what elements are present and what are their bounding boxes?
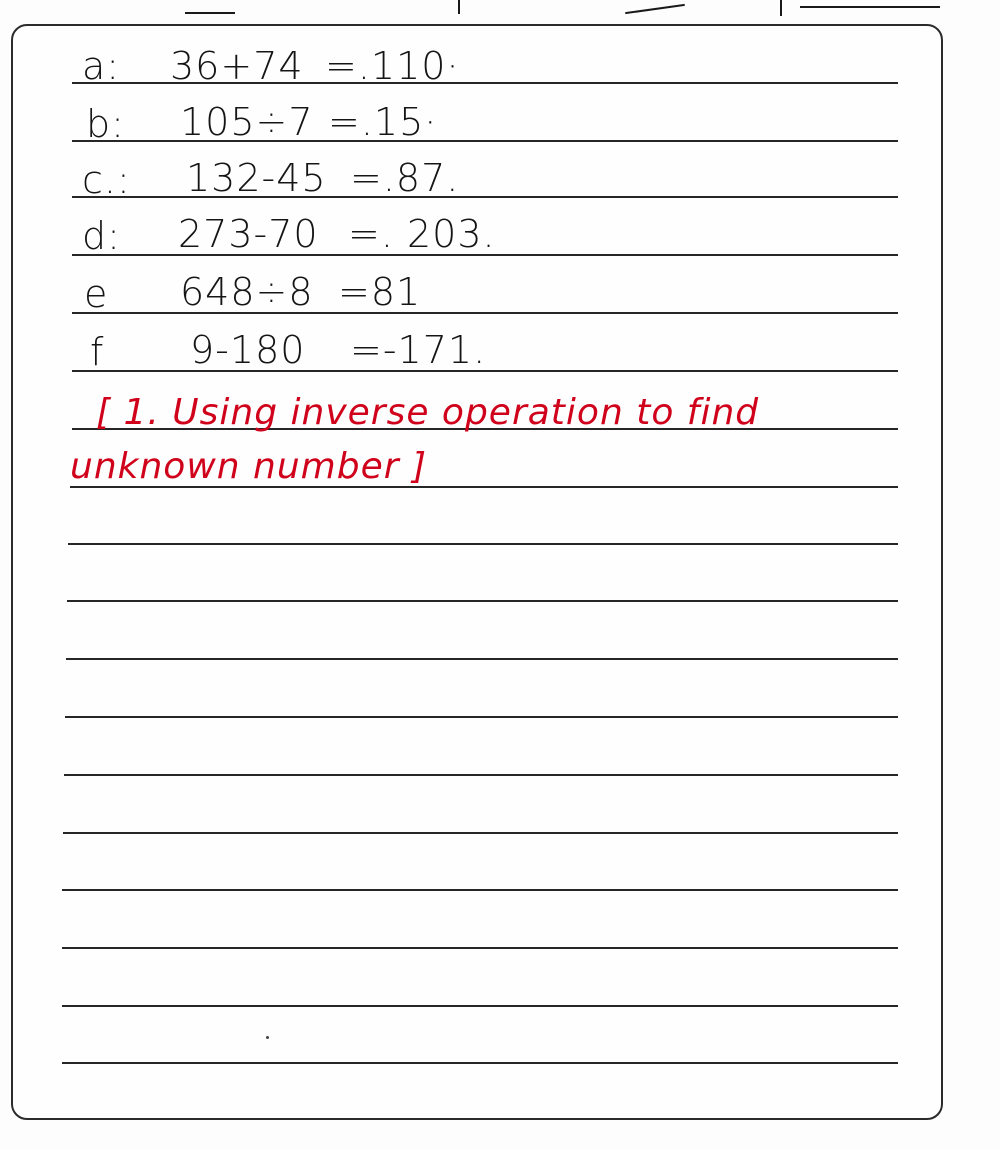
top-edge-mark — [458, 0, 460, 14]
equation-label: a: — [82, 44, 121, 88]
ruled-line — [68, 543, 898, 545]
ruled-line — [66, 658, 898, 660]
equation-expression: 36+74 — [170, 44, 304, 88]
equation-result: =.87. — [350, 156, 460, 200]
equation-result: =.110· — [325, 44, 460, 88]
ruled-line — [62, 1062, 898, 1064]
ruled-line — [62, 1005, 898, 1007]
equation-result: =. 203. — [348, 212, 496, 256]
ruled-line — [63, 832, 898, 834]
equation-expression: 9-180 — [190, 328, 306, 372]
equation-result: =81 — [338, 270, 422, 314]
equation-label: d: — [82, 214, 121, 258]
top-edge-mark — [625, 4, 685, 14]
equation-label: e — [84, 272, 109, 316]
ruled-line — [67, 600, 898, 602]
top-edge-mark — [185, 12, 235, 14]
ruled-line — [62, 889, 898, 891]
equation-result: =.15· — [328, 100, 438, 144]
inverse-operation-note-continued: unknown number ] — [70, 446, 428, 487]
top-edge-mark — [780, 0, 782, 16]
equation-expression: 132-45 — [186, 156, 327, 200]
stray-mark — [266, 1036, 269, 1039]
equation-label: b: — [86, 102, 125, 146]
ruled-line — [65, 716, 898, 718]
equation-expression: 648÷8 — [180, 270, 314, 314]
equation-label: c.: — [82, 158, 131, 202]
ruled-paper — [11, 24, 943, 1120]
ruled-line — [62, 947, 898, 949]
equation-expression: 105÷7 — [180, 100, 314, 144]
top-edge-mark — [800, 6, 940, 8]
equation-label: f — [90, 330, 105, 374]
equation-expression: 273-70 — [178, 212, 319, 256]
inverse-operation-note: [ 1. Using inverse operation to find — [96, 392, 760, 433]
ruled-line — [64, 774, 898, 776]
equation-result: =-171. — [350, 328, 487, 372]
